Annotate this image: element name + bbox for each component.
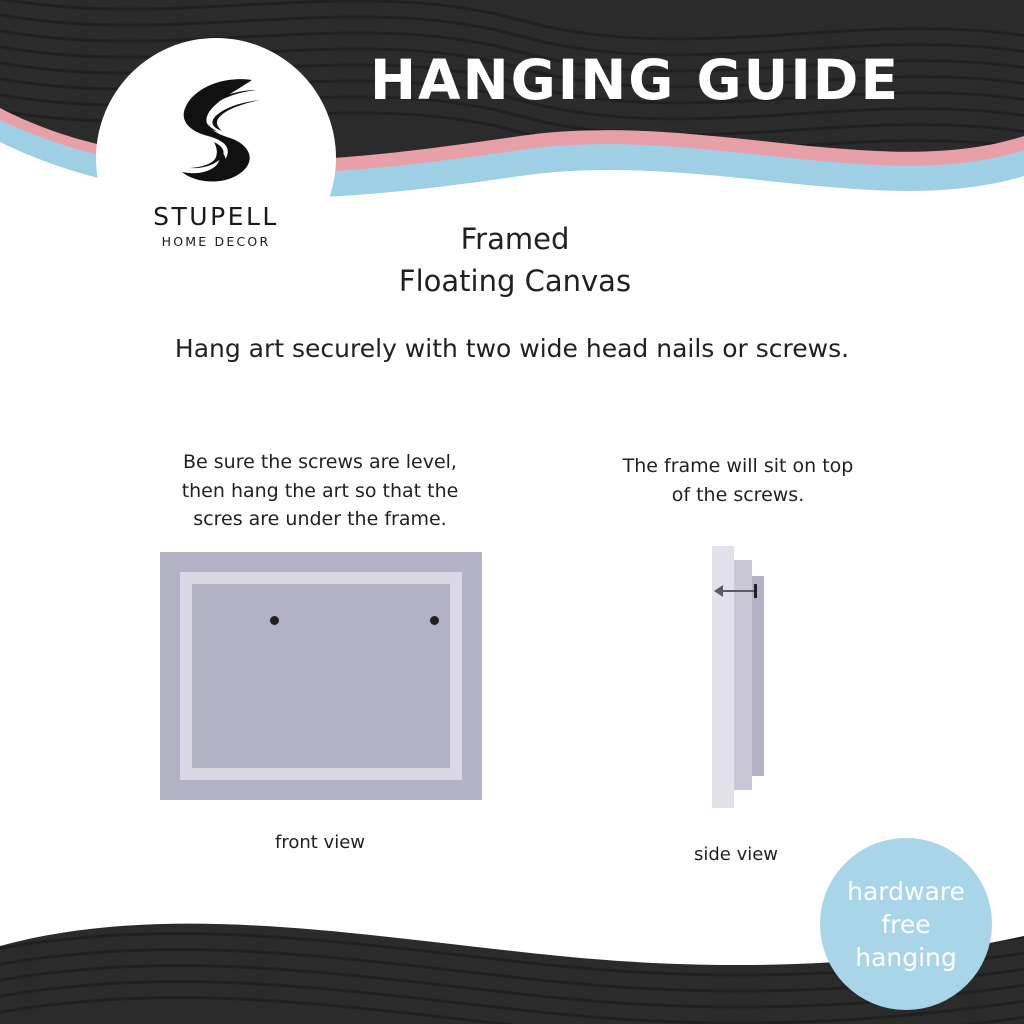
badge-line1: hardware — [847, 876, 965, 906]
front-caption-line2: then hang the art so that the — [181, 479, 459, 502]
product-type — [330, 218, 700, 302]
screw-dot-right-icon — [430, 616, 439, 625]
front-view-diagram — [160, 552, 482, 800]
screw-dot-left-icon — [270, 616, 279, 625]
product-type-line1: Framed — [460, 222, 570, 256]
side-caption-line1: The frame will sit on top — [622, 455, 854, 477]
front-caption-line3: scres are under the frame. — [193, 508, 447, 530]
side-view-diagram — [700, 546, 800, 808]
page-title: HANGING GUIDE — [369, 48, 901, 112]
side-view-label: side view — [693, 844, 779, 865]
badge-line2: free — [881, 909, 931, 939]
logo-wordmark: STUPELL — [153, 202, 279, 231]
side-caption-line2: of the screws. — [671, 483, 805, 506]
front-view-caption — [150, 448, 490, 534]
front-view-label: front view — [275, 832, 365, 853]
nail-arrow-icon — [714, 585, 723, 597]
product-type-line2: Floating Canvas — [398, 264, 632, 299]
side-view-caption — [588, 452, 888, 509]
hardware-free-badge — [820, 838, 992, 1010]
front-view-canvas — [192, 584, 450, 768]
side-view-frame — [734, 560, 752, 790]
side-view-frame-edge — [752, 576, 764, 776]
badge-line3: hanging — [855, 942, 957, 972]
front-caption-line1: Be sure the screws are level, — [183, 451, 457, 473]
instruction-lede: Hang art securely with two wide head nails or screws. — [174, 334, 850, 363]
nail-head-icon — [754, 584, 757, 598]
swoosh-logo-icon — [156, 72, 276, 196]
logo-tagline: HOME DECOR — [161, 234, 271, 249]
brand-logo-badge — [96, 38, 336, 278]
